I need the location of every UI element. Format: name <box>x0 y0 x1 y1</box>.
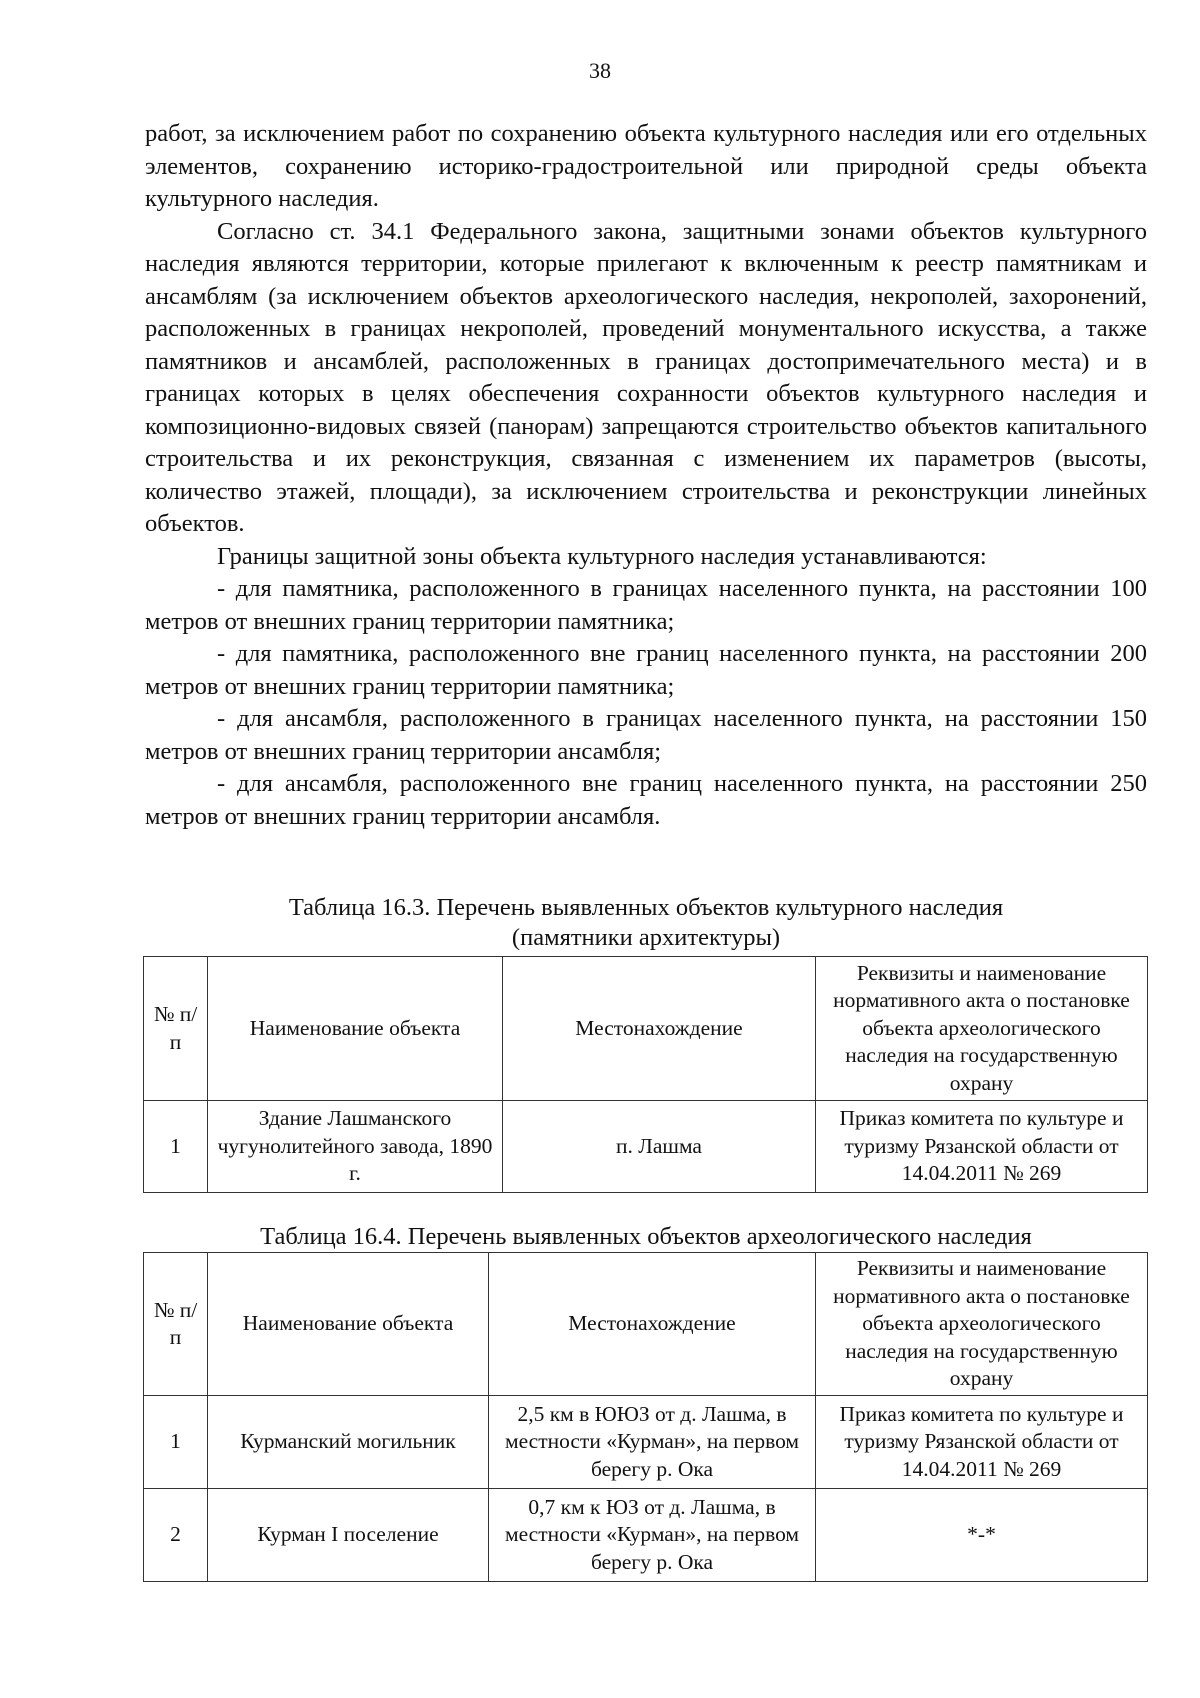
header-location: Местонахождение <box>489 1253 816 1396</box>
header-num: № п/п <box>144 957 208 1101</box>
header-name: Наименование объекта <box>208 1253 489 1396</box>
paragraph-continuation: работ, за исключением работ по сохранению объекта культурного наследия или его отдельных элементов, сохранению историко-градостроительной или природной среды объекта культурного наследия. <box>145 120 1147 212</box>
paragraph-zone-boundaries: Границы защитной зоны объекта культурного наследия устанавливаются: <box>217 542 987 570</box>
table-header-row <box>144 957 1148 1101</box>
list-item-monument-outside: - для памятника, расположенного вне границ населенного пункта, на расстоянии 200 метров от внешних границ территории памятника; <box>145 640 1147 700</box>
cell-num: 2 <box>144 1489 208 1582</box>
list-item-ensemble-inside: - для ансамбля, расположенного в границах населенного пункта, на расстоянии 150 метров от внешних границ территории ансамбля; <box>145 705 1147 765</box>
cell-num: 1 <box>144 1101 208 1193</box>
archaeology-objects-table <box>143 1252 1148 1582</box>
paragraph-protective-zones: Согласно ст. 34.1 Федерального закона, защитными зонами объектов культурного наследия являются территории, которые прилегают к включенным к реестр памятникам и ансамблям (за исключением объектов археологического наследия, некрополей, захоронений, расположенных в границах некрополей, проведений монументального искусства, а также памятников и ансамблей, расположенных в границах достопримечательного места) и в границах которых в целях обеспечения сохранности объектов культурного наследия и композиционно-видовых связей (панорам) запрещаются строительство объектов капитального строительства и их реконструкция, связанная с изменением их параметров (высоты, количество этажей, площади), за исключением строительства и реконструкции линейных объектов. <box>145 217 1147 537</box>
table-title-archaeology <box>145 1222 1147 1252</box>
table-subtitle-line: (памятники архитектуры) <box>511 924 781 951</box>
cell-location: п. Лашма <box>503 1101 816 1193</box>
body-text <box>145 118 1147 833</box>
architecture-monuments-table <box>143 956 1148 1193</box>
cell-location: 0,7 км к ЮЗ от д. Лашма, в местности «Курман», на первом берегу р. Ока <box>489 1489 816 1582</box>
cell-act: Приказ комитета по культуре и туризму Рязанской области от 14.04.2011 № 269 <box>816 1396 1148 1489</box>
table-row <box>144 1489 1148 1582</box>
header-act: Реквизиты и наименование нормативного акта о постановке объекта археологического наследия на государственную охрану <box>816 957 1148 1101</box>
cell-num: 1 <box>144 1396 208 1489</box>
cell-location: 2,5 км в ЮЮЗ от д. Лашма, в местности «Курман», на первом берегу р. Ока <box>489 1396 816 1489</box>
cell-name: Курманский могильник <box>208 1396 489 1489</box>
table-row <box>144 1396 1148 1489</box>
header-location: Местонахождение <box>503 957 816 1101</box>
table-row <box>144 1101 1148 1193</box>
list-item-ensemble-outside: - для ансамбля, расположенного вне границ населенного пункта, на расстоянии 250 метров от внешних границ территории ансамбля. <box>145 770 1147 830</box>
table-header-row <box>144 1253 1148 1396</box>
page-number: 38 <box>589 58 611 83</box>
table-title-line: Таблица 16.4. Перечень выявленных объектов археологического наследия <box>260 1223 1032 1250</box>
cell-act: Приказ комитета по культуре и туризму Рязанской области от 14.04.2011 № 269 <box>816 1101 1148 1193</box>
table-title-line: Таблица 16.3. Перечень выявленных объектов культурного наследия <box>288 894 1004 921</box>
header-act: Реквизиты и наименование нормативного акта о постановке объекта археологического наследия на государственную охрану <box>816 1253 1148 1396</box>
header-name: Наименование объекта <box>208 957 503 1101</box>
cell-name: Здание Лашманского чугунолитейного завода, 1890 г. <box>208 1101 503 1193</box>
list-item-monument-inside: - для памятника, расположенного в границах населенного пункта, на расстоянии 100 метров от внешних границ территории памятника; <box>145 575 1147 635</box>
cell-name: Курман I поселение <box>208 1489 489 1582</box>
table-title-architecture <box>145 893 1147 953</box>
header-num: № п/п <box>144 1253 208 1396</box>
cell-act: *-* <box>816 1489 1148 1582</box>
